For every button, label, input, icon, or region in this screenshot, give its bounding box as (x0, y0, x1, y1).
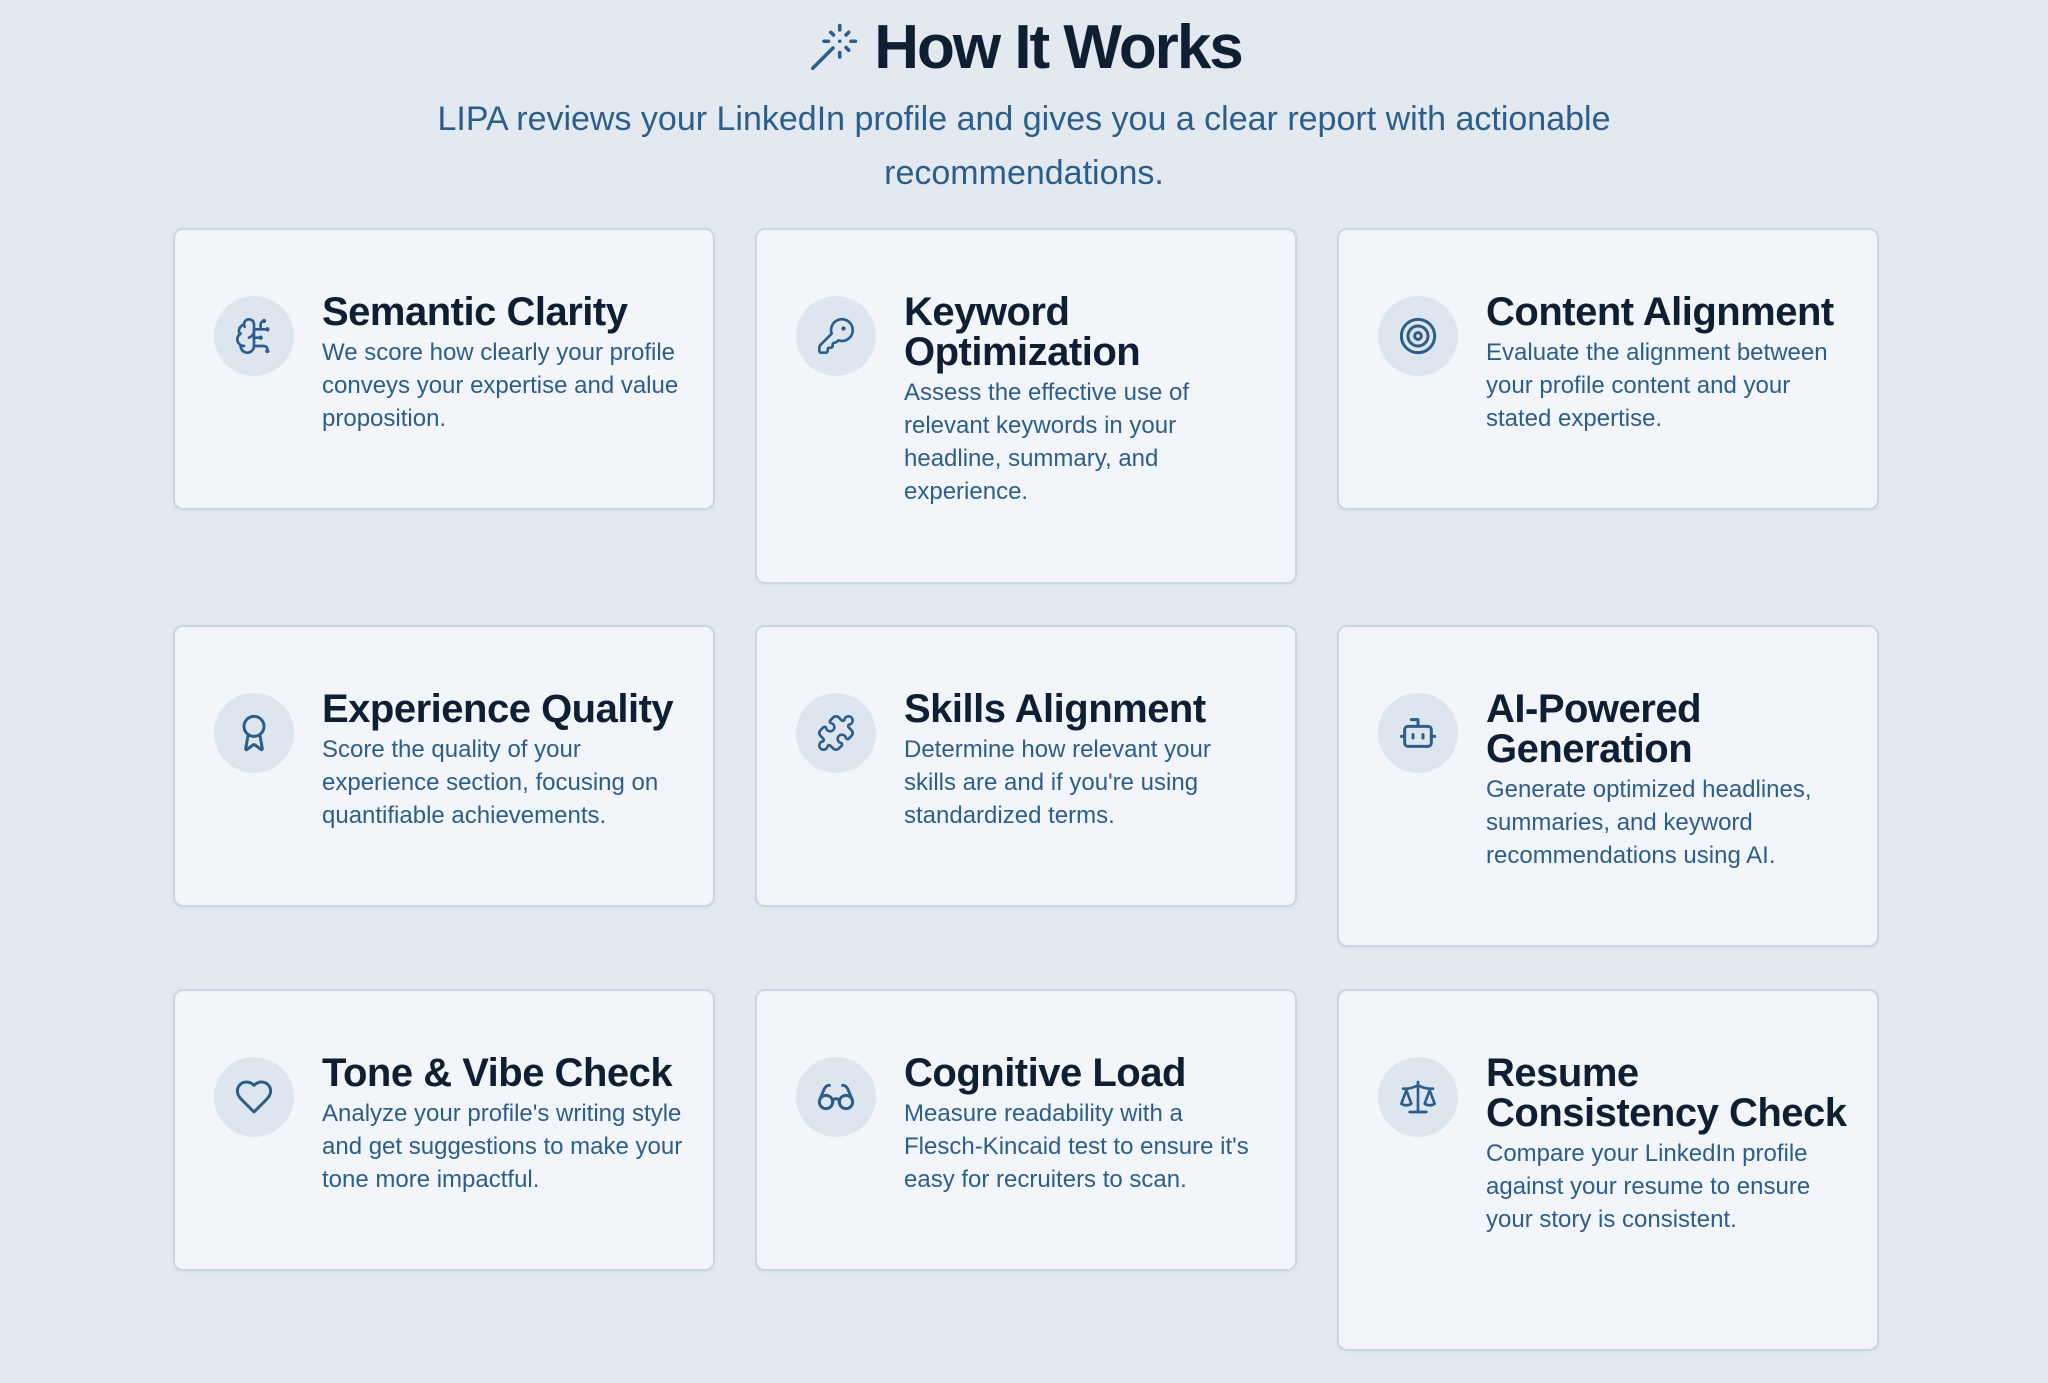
card-icon-circle (796, 296, 876, 376)
magic-wand-icon (806, 21, 860, 75)
card-icon-circle (796, 1057, 876, 1137)
scale-icon (1398, 1077, 1438, 1117)
puzzle-icon (816, 713, 856, 753)
card-icon-circle (214, 693, 294, 773)
heart-icon (234, 1077, 274, 1117)
card-icon-circle (1378, 296, 1458, 376)
card-body (904, 292, 1265, 508)
card-title: Resume Consistency Check (1486, 1051, 1847, 1135)
card-title: Skills Alignment (904, 687, 1206, 731)
card-icon-circle (1378, 1057, 1458, 1137)
card-body (1486, 689, 1847, 872)
target-icon (1398, 316, 1438, 356)
feature-card-tone-vibe-check (173, 989, 715, 1271)
award-icon (234, 713, 274, 753)
key-icon (816, 316, 856, 356)
card-description: Determine how relevant your skills are and if you're using standardized terms. (904, 736, 1211, 829)
feature-card-skills-alignment (755, 625, 1297, 907)
card-body (904, 689, 1265, 832)
feature-card-semantic-clarity (173, 228, 715, 510)
card-description: Measure readability with a Flesch-Kincaid test to ensure it's easy for recruiters to scan. (904, 1100, 1249, 1193)
card-description: We score how clearly your profile conveys your expertise and value proposition. (322, 339, 679, 432)
glasses-icon (816, 1077, 856, 1117)
card-icon-circle (1378, 693, 1458, 773)
page-title: How It Works (874, 13, 1242, 82)
feature-card-keyword-optimization (755, 228, 1297, 584)
card-title: Experience Quality (322, 687, 674, 731)
feature-card-content-alignment (1337, 228, 1879, 510)
card-description: Assess the effective use of relevant keywords in your headline, summary, and experience. (904, 379, 1190, 505)
card-body (322, 292, 683, 435)
card-body (1486, 1053, 1847, 1236)
card-title: Tone & Vibe Check (322, 1051, 673, 1095)
robot-icon (1398, 713, 1438, 753)
card-description: Evaluate the alignment between your profile content and your stated expertise. (1486, 339, 1828, 432)
card-description: Score the quality of your experience section, focusing on quantifiable achievements. (322, 736, 659, 829)
title-row (0, 12, 2048, 84)
card-title: AI-Powered Generation (1486, 687, 1702, 771)
card-description: Generate optimized headlines, summaries, and keyword recommendations using AI. (1486, 776, 1812, 869)
feature-card-resume-consistency-check (1337, 989, 1879, 1351)
card-icon-circle (214, 1057, 294, 1137)
card-title: Keyword Optimization (904, 290, 1141, 374)
card-title: Content Alignment (1486, 290, 1834, 334)
feature-card-experience-quality (173, 625, 715, 907)
card-description: Compare your LinkedIn profile against your resume to ensure your story is consistent. (1486, 1140, 1811, 1233)
card-icon-circle (214, 296, 294, 376)
feature-card-cognitive-load (755, 989, 1297, 1271)
page-subtitle: LIPA reviews your LinkedIn profile and gives you a clear report with actionable recommendations. (437, 100, 1611, 192)
feature-card-ai-powered-generation (1337, 625, 1879, 947)
card-body (1486, 292, 1847, 435)
brain-icon (234, 316, 274, 356)
card-icon-circle (796, 693, 876, 773)
card-body (904, 1053, 1265, 1196)
card-title: Semantic Clarity (322, 290, 628, 334)
card-body (322, 689, 683, 832)
card-body (322, 1053, 683, 1196)
card-description: Analyze your profile's writing style and get suggestions to make your tone more impactful. (322, 1100, 683, 1193)
card-title: Cognitive Load (904, 1051, 1186, 1095)
